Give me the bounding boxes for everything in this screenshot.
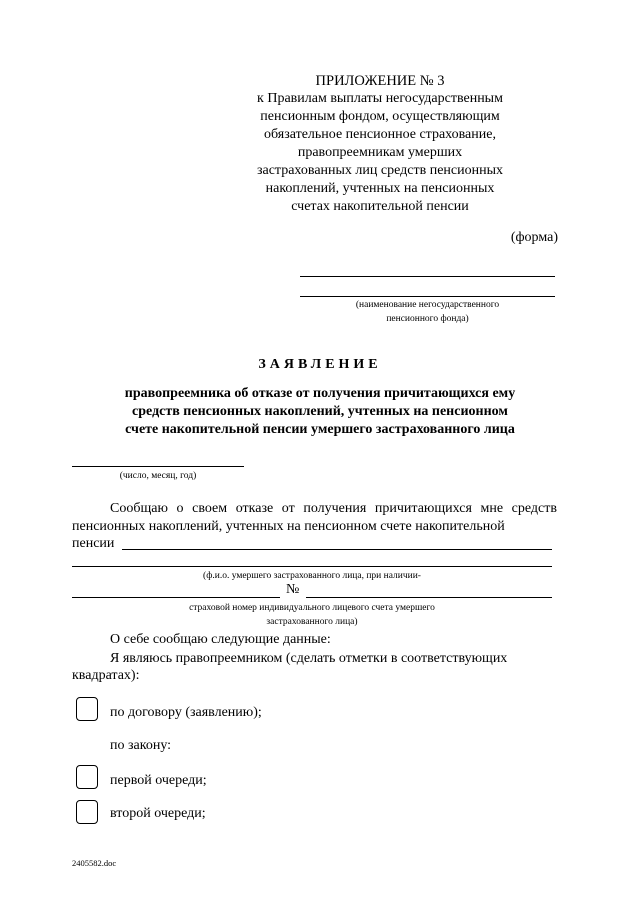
snils-caption-line: застрахованного лица) — [266, 617, 358, 627]
snils-caption-line: страховой номер индивидуального лицевого счета умершего — [189, 603, 435, 613]
number-sign: № — [286, 582, 300, 597]
appendix-line: счетах накопительной пенсии — [291, 199, 469, 214]
appendix-line: обязательное пенсионное страхование, — [264, 127, 496, 142]
appendix-line: пенсионным фондом, осуществляющим — [260, 109, 500, 124]
snils-caption — [72, 601, 552, 629]
deceased-caption: (ф.и.о. умершего застрахованного лица, при наличии- — [203, 571, 421, 581]
form-label: (форма) — [510, 230, 558, 245]
number-line-left — [72, 597, 280, 598]
subtitle-line: правопреемника об отказе от получения причитающихся ему — [124, 386, 516, 401]
fund-name-caption — [300, 298, 555, 326]
statement-paragraph: Сообщаю о своем отказе от получения причитающихся мне средств пенсионных накоплений, учтенных на пенсионном счете накопительной — [72, 501, 557, 534]
fund-caption-line: пенсионного фонда) — [386, 314, 469, 324]
second-priority-label: второй очереди; — [110, 806, 206, 821]
fund-caption-line: (наименование негосударственного — [355, 300, 500, 310]
appendix-line: накоплений, учтенных на пенсионных — [265, 181, 495, 196]
appendix-title: ПРИЛОЖЕНИЕ № 3 — [315, 73, 445, 89]
deceased-name-line — [122, 549, 552, 550]
first-priority-checkbox[interactable] — [76, 765, 98, 789]
successor-text-cont: квадратах): — [72, 668, 140, 683]
contract-option-label: по договору (заявлению); — [110, 705, 262, 720]
document-subtitle — [80, 385, 560, 439]
by-law-label: по закону: — [110, 738, 172, 753]
file-name-footer: 2405582.doc — [72, 858, 117, 868]
appendix-line: застрахованных лиц средств пенсионных — [256, 163, 504, 178]
fund-name-line — [300, 296, 555, 297]
about-self-text: О себе сообщаю следующие данные: — [110, 632, 331, 647]
subtitle-line: средств пенсионных накоплений, учтенных на пенсионном — [132, 404, 508, 419]
fund-name-line — [300, 276, 555, 277]
successor-text: Я являюсь правопреемником (сделать отметки в соответствующих — [110, 651, 508, 666]
deceased-name-line — [72, 566, 552, 567]
appendix-line: к Правилам выплаты негосударственным — [257, 91, 503, 106]
subtitle-line: счете накопительной пенсии умершего застрахованного лица — [125, 422, 515, 437]
contract-checkbox[interactable] — [76, 697, 98, 721]
date-caption: (число, месяц, год) — [119, 471, 197, 481]
appendix-block — [250, 72, 510, 216]
pension-label: пенсии — [72, 536, 115, 551]
appendix-line: правопреемникам умерших — [297, 145, 463, 160]
snils-line — [306, 597, 552, 598]
document-heading: ЗАЯВЛЕНИЕ — [258, 357, 382, 372]
second-priority-checkbox[interactable] — [76, 800, 98, 824]
first-priority-label: первой очереди; — [110, 773, 207, 788]
date-line — [72, 466, 244, 467]
